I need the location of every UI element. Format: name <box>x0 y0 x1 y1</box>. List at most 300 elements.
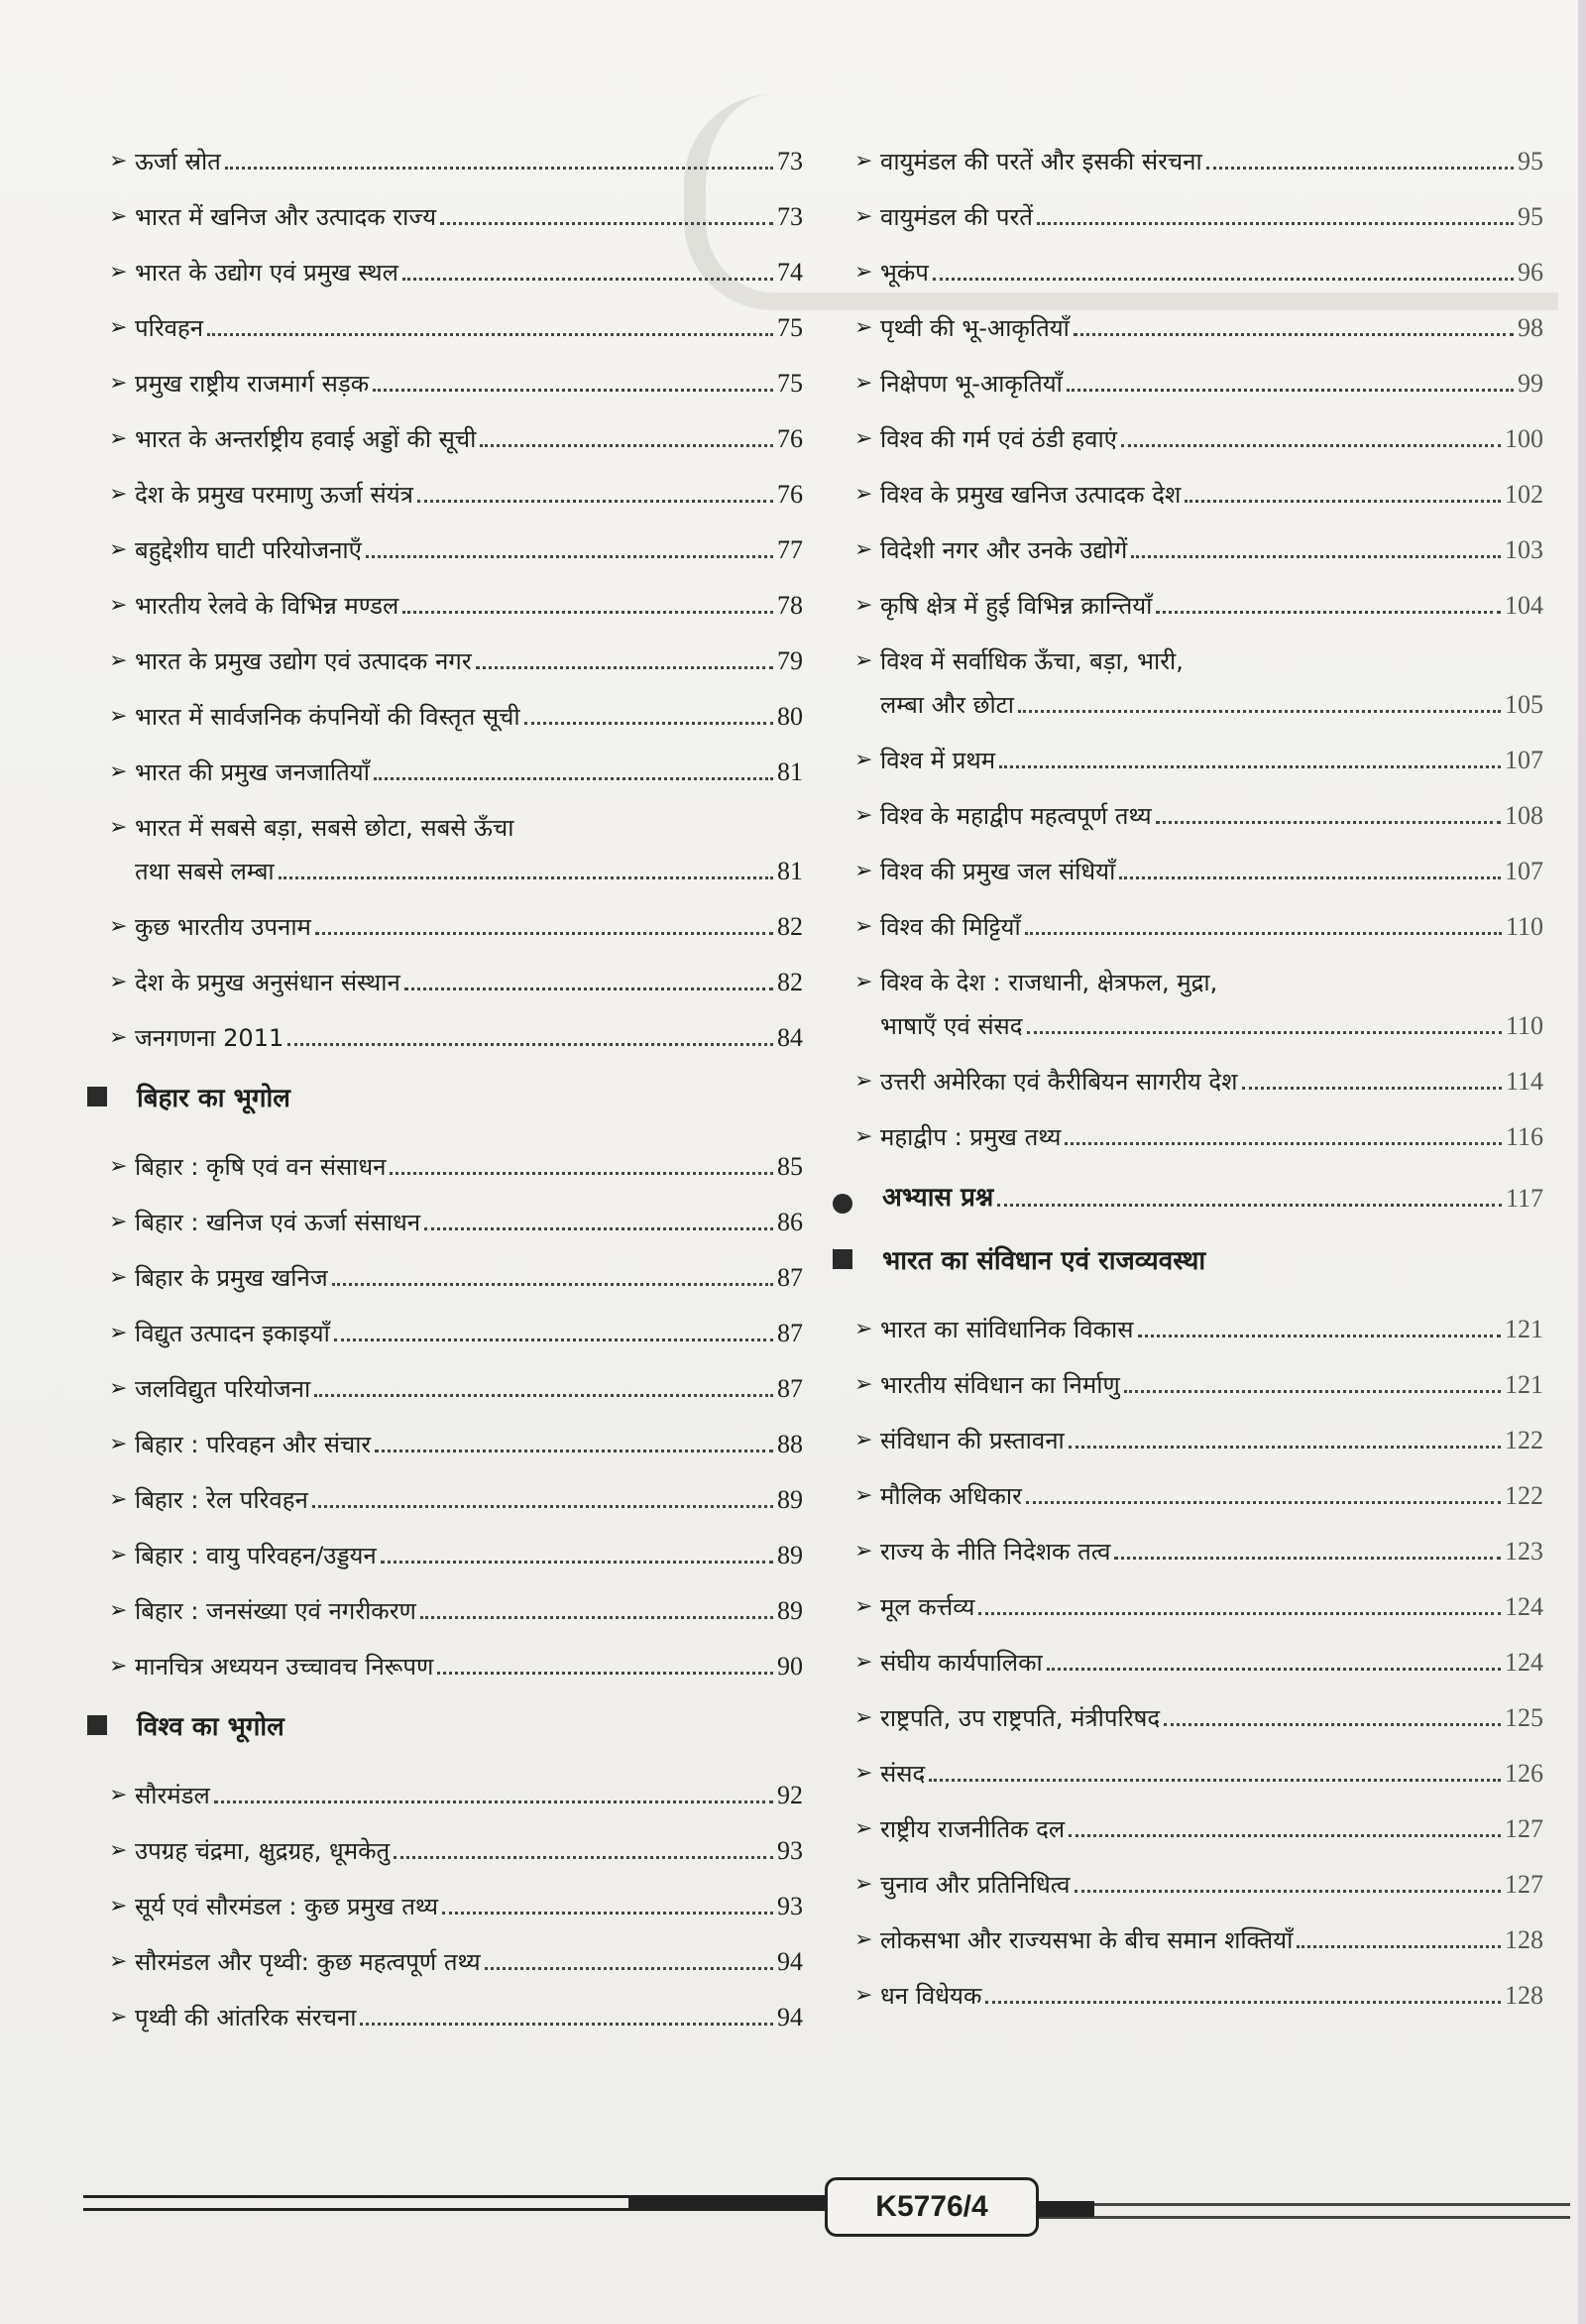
dot-leader <box>1124 1390 1501 1393</box>
section-practice-questions[interactable]: अभ्यास प्रश्न 117 <box>833 1178 1543 1214</box>
arrow-bullet-icon: ➢ <box>109 593 128 618</box>
entry-title: मौलिक अधिकार <box>880 1482 1022 1510</box>
toc-entry[interactable] <box>109 1596 803 1626</box>
page-number: 114 <box>1505 1067 1543 1096</box>
arrow-bullet-icon: ➢ <box>109 704 128 729</box>
square-bullet-icon <box>833 1249 852 1269</box>
dot-leader <box>1119 876 1501 879</box>
section-heading-constitution[interactable]: भारत का संविधान एवं राजव्यवस्था <box>833 1241 1543 1277</box>
page-number: 104 <box>1505 591 1543 620</box>
entry-title: बिहार : रेल परिवहन <box>135 1486 308 1514</box>
section-heading-bihar[interactable]: बिहार का भूगोल <box>87 1079 803 1114</box>
arrow-bullet-icon: ➢ <box>854 149 873 174</box>
entry-title: संघीय कार्यपालिका <box>880 1649 1043 1677</box>
toc-entry[interactable] <box>109 424 803 454</box>
entry-title: कुछ भारतीय उपनाम <box>135 913 311 941</box>
arrow-bullet-icon: ➢ <box>854 1372 873 1397</box>
arrow-bullet-icon: ➢ <box>109 537 128 562</box>
page-number: 84 <box>777 1023 803 1052</box>
page-number: 99 <box>1518 369 1543 398</box>
page-number: 79 <box>777 646 803 675</box>
arrow-bullet-icon: ➢ <box>854 315 873 340</box>
toc-entry[interactable] <box>109 535 803 565</box>
page-number: 89 <box>777 1596 803 1625</box>
page-number: 94 <box>777 2003 803 2032</box>
dot-leader <box>214 1801 773 1803</box>
arrow-bullet-icon: ➢ <box>109 1210 128 1234</box>
dot-leader <box>315 932 773 935</box>
toc-entry[interactable] <box>109 1485 803 1515</box>
page-number: 124 <box>1505 1648 1543 1677</box>
arrow-bullet-icon: ➢ <box>109 1265 128 1290</box>
page-number: 88 <box>777 1430 803 1458</box>
entry-title: विश्व के महाद्वीप महत्वपूर्ण तथ्य <box>880 802 1152 830</box>
page-number: 85 <box>777 1152 803 1181</box>
entry-title: प्रमुख राष्ट्रीय राजमार्ग सड़क <box>135 370 370 398</box>
toc-entry[interactable] <box>109 1541 803 1570</box>
toc-entry[interactable] <box>854 1870 1543 1900</box>
toc-entry[interactable] <box>854 258 1543 288</box>
square-bullet-icon <box>87 1087 107 1106</box>
arrow-bullet-icon: ➢ <box>109 914 128 939</box>
page-number: 110 <box>1505 912 1543 941</box>
page-number: 87 <box>777 1319 803 1347</box>
toc-entry[interactable] <box>109 968 803 997</box>
dot-leader <box>207 333 773 336</box>
arrow-bullet-icon: ➢ <box>109 1894 128 1918</box>
dot-leader <box>933 278 1514 281</box>
page-number: 94 <box>777 1947 803 1976</box>
entry-title: भूकंप <box>880 259 929 287</box>
arrow-bullet-icon: ➢ <box>854 1650 873 1675</box>
arrow-bullet-icon: ➢ <box>854 537 873 562</box>
toc-entry[interactable] <box>109 369 803 399</box>
entry-title: भारतीय रेलवे के विभिन्न मण्डल <box>135 592 399 620</box>
entry-title: संविधान की प्रस्तावना <box>880 1427 1065 1454</box>
page-number: 121 <box>1505 1315 1543 1343</box>
page-number: 81 <box>777 857 803 885</box>
dot-leader <box>1242 1087 1502 1090</box>
dot-leader <box>480 444 773 447</box>
entry-title: सूर्य एवं सौरमंडल : कुछ प्रमुख तथ्य <box>135 1893 439 1920</box>
toc-entry[interactable] <box>854 1067 1543 1097</box>
arrow-bullet-icon: ➢ <box>854 748 873 772</box>
toc-entry[interactable] <box>854 857 1543 886</box>
arrow-bullet-icon: ➢ <box>109 371 128 396</box>
dot-leader <box>1121 444 1501 447</box>
page-number: 89 <box>777 1485 803 1514</box>
arrow-bullet-icon: ➢ <box>854 593 873 618</box>
page-number: 127 <box>1505 1814 1543 1843</box>
page-number: 82 <box>777 968 803 996</box>
toc-entry[interactable] <box>854 1537 1543 1567</box>
page-number: 102 <box>1505 480 1543 509</box>
dot-leader <box>374 777 773 780</box>
dot-leader <box>332 1283 773 1286</box>
toc-entry[interactable] <box>854 1703 1543 1733</box>
page-number: 98 <box>1518 313 1543 342</box>
dot-leader <box>1037 222 1514 225</box>
toc-entry[interactable] <box>109 1430 803 1459</box>
arrow-bullet-icon: ➢ <box>854 1317 873 1341</box>
page-number: 87 <box>777 1263 803 1292</box>
page-number: 122 <box>1505 1481 1543 1510</box>
dot-leader <box>1065 1142 1502 1145</box>
entry-title: राष्ट्रीय राजनीतिक दल <box>880 1815 1066 1843</box>
toc-entry[interactable] <box>854 591 1543 621</box>
arrow-bullet-icon: ➢ <box>109 648 128 673</box>
dot-leader <box>1156 611 1501 614</box>
page-number: 127 <box>1505 1870 1543 1899</box>
toc-entry[interactable]: ➢ विश्व के देश : राजधानी, क्षेत्रफल, मुद्रा, भाषाएँ एवं संसद 110 <box>854 969 1543 1040</box>
page-number: 93 <box>777 1892 803 1920</box>
toc-entry[interactable] <box>854 1648 1543 1678</box>
entry-title: बिहार : जनसंख्या एवं नगरीकरण <box>135 1597 416 1625</box>
arrow-bullet-icon: ➢ <box>109 1321 128 1345</box>
entry-title: चुनाव और प्रतिनिधित्व <box>880 1871 1071 1899</box>
page-number: 95 <box>1518 202 1543 231</box>
dot-leader <box>1069 1446 1501 1449</box>
arrow-bullet-icon: ➢ <box>854 1594 873 1619</box>
entry-title: पृथ्वी की भू-आकृतियाँ <box>880 314 1070 342</box>
page-number: 128 <box>1505 1925 1543 1954</box>
toc-entry[interactable] <box>109 757 803 787</box>
toc-entry[interactable] <box>109 1781 803 1810</box>
entry-title: वायुमंडल की परतें <box>880 203 1033 231</box>
page-number: 107 <box>1505 857 1543 885</box>
arrow-bullet-icon: ➢ <box>109 149 128 174</box>
toc-entry[interactable]: ➢ भारत में सबसे बड़ा, सबसे छोटा, सबसे ऊँचा तथा सबसे लम्बा 81 <box>109 814 803 885</box>
arrow-bullet-icon: ➢ <box>854 648 873 673</box>
entry-title: महाद्वीप : प्रमुख तथ्य <box>880 1123 1062 1151</box>
dot-leader <box>420 1616 773 1619</box>
entry-title: बिहार : वायु परिवहन/उड्डयन <box>135 1542 377 1569</box>
arrow-bullet-icon: ➢ <box>109 2005 128 2030</box>
left-column <box>109 147 803 2058</box>
entry-title: संसद <box>880 1760 926 1788</box>
arrow-bullet-icon: ➢ <box>109 815 128 840</box>
toc-entry[interactable] <box>854 1122 1543 1152</box>
entry-title: जलविद्युत परियोजना <box>135 1375 311 1403</box>
arrow-bullet-icon: ➢ <box>854 914 873 939</box>
dot-leader <box>381 1561 773 1564</box>
entry-title: भारत में खनिज और उत्पादक राज्य <box>135 203 437 231</box>
page-number: 125 <box>1505 1703 1543 1732</box>
dot-leader <box>225 167 773 170</box>
dot-leader <box>1164 1723 1501 1726</box>
dot-leader <box>417 500 773 503</box>
toc-entry[interactable] <box>854 202 1543 232</box>
page-number: 105 <box>1505 690 1543 719</box>
dot-leader <box>314 1394 773 1397</box>
right-column <box>854 147 1543 2036</box>
page-number: 110 <box>1505 1011 1543 1040</box>
page-number: 108 <box>1505 801 1543 830</box>
dot-leader <box>1156 821 1501 824</box>
dot-leader <box>1206 167 1514 170</box>
arrow-bullet-icon: ➢ <box>109 1598 128 1623</box>
toc-entry[interactable] <box>854 1315 1543 1344</box>
entry-title: उत्तरी अमेरिका एवं कैरीबियन सागरीय देश <box>880 1068 1238 1096</box>
entry-title: देश के प्रमुख अनुसंधान संस्थान <box>135 969 400 996</box>
entry-title: भारत के उद्योग एवं प्रमुख स्थल <box>135 259 398 287</box>
entry-title: बिहार : परिवहन और संचार <box>135 1431 372 1458</box>
entry-title: विश्व की मिट्टियाँ <box>880 913 1021 941</box>
toc-entry[interactable] <box>854 1759 1543 1789</box>
arrow-bullet-icon: ➢ <box>854 426 873 451</box>
entry-title: देश के प्रमुख परमाणु ऊर्जा संयंत्र <box>135 481 413 509</box>
dot-leader <box>373 389 773 392</box>
page-number: 82 <box>777 912 803 941</box>
arrow-bullet-icon: ➢ <box>109 970 128 994</box>
dot-leader <box>1185 500 1501 503</box>
arrow-bullet-icon: ➢ <box>109 759 128 784</box>
page-number: 122 <box>1505 1426 1543 1454</box>
entry-title: भारतीय संविधान का निर्माणु <box>880 1371 1120 1399</box>
dot-leader <box>440 222 773 225</box>
page-number: 77 <box>777 535 803 564</box>
arrow-bullet-icon: ➢ <box>109 1783 128 1807</box>
entry-title: जनगणना 2011 <box>135 1024 284 1052</box>
toc-entry[interactable] <box>109 1263 803 1293</box>
arrow-bullet-icon: ➢ <box>854 1761 873 1786</box>
arrow-bullet-icon: ➢ <box>109 204 128 229</box>
arrow-bullet-icon: ➢ <box>109 1154 128 1179</box>
page-number: 96 <box>1518 258 1543 287</box>
toc-entry[interactable] <box>854 801 1543 831</box>
toc-entry[interactable] <box>854 1814 1543 1844</box>
arrow-bullet-icon: ➢ <box>854 1816 873 1841</box>
toc-entry[interactable] <box>109 1374 803 1404</box>
dot-leader <box>985 2001 1501 2004</box>
entry-title: परिवहन <box>135 314 204 342</box>
page-number: 90 <box>777 1652 803 1681</box>
page-number: 80 <box>777 702 803 731</box>
arrow-bullet-icon: ➢ <box>854 260 873 285</box>
entry-title: राष्ट्रपति, उप राष्ट्रपति, मंत्रीपरिषद <box>880 1704 1161 1732</box>
dot-leader <box>1138 1335 1502 1337</box>
arrow-bullet-icon: ➢ <box>854 1428 873 1452</box>
dot-leader <box>312 1505 773 1508</box>
dot-leader <box>424 1227 773 1230</box>
page-number: 73 <box>777 202 803 231</box>
dot-leader <box>437 1672 773 1675</box>
dot-leader <box>1114 1557 1501 1560</box>
circle-bullet-icon <box>833 1194 852 1214</box>
toc-entry[interactable] <box>109 147 803 176</box>
toc-entry[interactable] <box>109 1208 803 1237</box>
page-number: 86 <box>777 1208 803 1236</box>
entry-title: मानचित्र अध्ययन उच्चावच निरूपण <box>135 1653 434 1681</box>
dot-leader <box>394 1856 773 1859</box>
toc-entry[interactable] <box>854 480 1543 510</box>
entry-title: भारत का सांविधानिक विकास <box>880 1316 1134 1343</box>
toc-entry[interactable] <box>109 202 803 232</box>
page-number: 121 <box>1505 1370 1543 1399</box>
toc-entry[interactable] <box>854 1981 1543 2011</box>
toc-entry[interactable]: ➢ विश्व में सर्वाधिक ऊँचा, बड़ा, भारी, लम्बा और छोटा 105 <box>854 647 1543 719</box>
arrow-bullet-icon: ➢ <box>109 260 128 285</box>
entry-title: विश्व की प्रमुख जल संधियाँ <box>880 858 1116 885</box>
arrow-bullet-icon: ➢ <box>854 482 873 507</box>
dot-leader <box>1074 333 1514 336</box>
dot-leader <box>524 722 773 725</box>
page-number: 89 <box>777 1541 803 1569</box>
arrow-bullet-icon: ➢ <box>854 1483 873 1508</box>
toc-entry[interactable] <box>109 313 803 343</box>
arrow-bullet-icon: ➢ <box>854 1705 873 1730</box>
toc-entry[interactable] <box>109 2003 803 2033</box>
dot-leader <box>1297 1945 1501 1948</box>
book-code-badge: K5776/4 <box>825 2177 1039 2237</box>
toc-entry[interactable] <box>109 1892 803 1921</box>
dot-leader <box>1075 1890 1501 1893</box>
page-number: 128 <box>1505 1981 1543 2010</box>
arrow-bullet-icon: ➢ <box>109 1025 128 1050</box>
page-edge <box>1578 0 1586 2324</box>
page-number: 76 <box>777 424 803 453</box>
toc-entry[interactable] <box>854 1925 1543 1955</box>
dot-leader <box>1026 1501 1501 1504</box>
dot-leader <box>1067 389 1514 392</box>
entry-title: भारत की प्रमुख जनजातियाँ <box>135 758 370 786</box>
dot-leader <box>929 1779 1501 1782</box>
arrow-bullet-icon: ➢ <box>109 1949 128 1974</box>
entry-title: भारत में सार्वजनिक कंपनियों की विस्तृत सूची <box>135 703 520 731</box>
page-number: 117 <box>1505 1184 1543 1213</box>
arrow-bullet-icon: ➢ <box>109 482 128 507</box>
arrow-bullet-icon: ➢ <box>109 1432 128 1456</box>
toc-entry[interactable] <box>109 912 803 942</box>
dot-leader <box>476 666 773 669</box>
entry-title: विदेशी नगर और उनके उद्योगें <box>880 536 1128 564</box>
dot-leader <box>999 765 1501 768</box>
section-heading-world[interactable]: विश्व का भूगोल <box>87 1707 803 1743</box>
toc-entry[interactable] <box>854 1481 1543 1511</box>
entry-title: उपग्रह चंद्रमा, क्षुद्रग्रह, धूमकेतु <box>135 1837 391 1865</box>
dot-leader <box>485 1967 773 1970</box>
toc-entry[interactable] <box>109 258 803 288</box>
toc-entry[interactable] <box>109 1652 803 1682</box>
entry-title: मूल कर्त्तव्य <box>880 1593 975 1621</box>
toc-entry[interactable] <box>109 646 803 676</box>
dot-leader <box>1025 932 1502 935</box>
dot-leader <box>1047 1668 1501 1671</box>
toc-entry[interactable] <box>109 1836 803 1866</box>
entry-title: ऊर्जा स्रोत <box>135 148 221 175</box>
entry-title: सौरमंडल <box>135 1782 210 1809</box>
toc-entry[interactable] <box>109 591 803 621</box>
arrow-bullet-icon: ➢ <box>854 803 873 828</box>
entry-title: कृषि क्षेत्र में हुई विभिन्न क्रान्तियाँ <box>880 592 1153 620</box>
dot-leader <box>442 1912 773 1915</box>
toc-entry[interactable] <box>109 1319 803 1348</box>
entry-title: विश्व के प्रमुख खनिज उत्पादक देश <box>880 481 1182 509</box>
toc-entry[interactable] <box>854 313 1543 343</box>
dot-leader <box>978 1612 1501 1615</box>
entry-title: लोकसभा और राज्यसभा के बीच समान शक्तियाँ <box>880 1926 1294 1954</box>
page-number: 123 <box>1505 1537 1543 1566</box>
dot-leader <box>402 611 773 614</box>
page-number: 76 <box>777 480 803 509</box>
page-number: 81 <box>777 757 803 786</box>
entry-title: सौरमंडल और पृथ्वी: कुछ महत्वपूर्ण तथ्य <box>135 1948 481 1976</box>
toc-entry[interactable] <box>854 535 1543 565</box>
page-number: 107 <box>1505 746 1543 774</box>
page-number: 100 <box>1505 424 1543 453</box>
entry-title: भारत के अन्तर्राष्ट्रीय हवाई अड्डों की सूची <box>135 425 477 453</box>
toc-entry[interactable] <box>109 702 803 732</box>
entry-title: धन विधेयक <box>880 1982 982 2010</box>
entry-title: निक्षेपण भू-आकृतियाँ <box>880 370 1063 398</box>
arrow-bullet-icon: ➢ <box>854 970 873 994</box>
entry-title: विश्व में प्रथम <box>880 747 996 774</box>
arrow-bullet-icon: ➢ <box>854 1872 873 1897</box>
dot-leader <box>366 555 773 558</box>
arrow-bullet-icon: ➢ <box>854 1069 873 1094</box>
arrow-bullet-icon: ➢ <box>854 1927 873 1952</box>
toc-entry[interactable] <box>854 746 1543 775</box>
page-number: 116 <box>1505 1122 1543 1151</box>
toc-entry[interactable] <box>109 1947 803 1977</box>
toc-entry[interactable] <box>854 1592 1543 1622</box>
dot-leader <box>334 1338 773 1341</box>
toc-entry[interactable] <box>854 424 1543 454</box>
page-footer <box>83 2177 1570 2237</box>
entry-title: बिहार के प्रमुख खनिज <box>135 1264 328 1292</box>
arrow-bullet-icon: ➢ <box>854 371 873 396</box>
arrow-bullet-icon: ➢ <box>109 1838 128 1863</box>
toc-entry[interactable] <box>854 147 1543 176</box>
page-number: 93 <box>777 1836 803 1865</box>
dot-leader <box>1069 1834 1501 1837</box>
toc-entry[interactable] <box>109 1023 803 1053</box>
dot-leader <box>402 278 773 281</box>
dot-leader <box>1131 555 1501 558</box>
arrow-bullet-icon: ➢ <box>109 1654 128 1679</box>
page-number: 78 <box>777 591 803 620</box>
arrow-bullet-icon: ➢ <box>109 315 128 340</box>
toc-entry[interactable] <box>854 369 1543 399</box>
entry-title: बहुद्देशीय घाटी परियोजनाएँ <box>135 536 362 564</box>
entry-title: वायुमंडल की परतें और इसकी संरचना <box>880 148 1202 175</box>
arrow-bullet-icon: ➢ <box>854 1124 873 1149</box>
arrow-bullet-icon: ➢ <box>854 1539 873 1564</box>
arrow-bullet-icon: ➢ <box>854 1983 873 2008</box>
entry-title: भारत के प्रमुख उद्योग एवं उत्पादक नगर <box>135 647 472 675</box>
page-number: 124 <box>1505 1592 1543 1621</box>
page-number: 126 <box>1505 1759 1543 1788</box>
arrow-bullet-icon: ➢ <box>109 1376 128 1401</box>
toc-entry[interactable] <box>109 480 803 510</box>
dot-leader <box>390 1172 773 1175</box>
page-number: 92 <box>777 1781 803 1809</box>
entry-title: पृथ्वी की आंतरिक संरचना <box>135 2004 357 2032</box>
entry-title: बिहार : खनिज एवं ऊर्जा संसाधन <box>135 1209 421 1236</box>
arrow-bullet-icon: ➢ <box>109 1487 128 1512</box>
toc-entry[interactable] <box>854 1426 1543 1455</box>
arrow-bullet-icon: ➢ <box>109 426 128 451</box>
arrow-bullet-icon: ➢ <box>109 1543 128 1568</box>
toc-entry[interactable] <box>854 1370 1543 1400</box>
toc-entry[interactable] <box>854 912 1543 942</box>
arrow-bullet-icon: ➢ <box>854 859 873 883</box>
page-number: 95 <box>1518 147 1543 175</box>
toc-entry[interactable] <box>109 1152 803 1182</box>
dot-leader <box>404 988 773 990</box>
entry-title: राज्य के नीति निदेशक तत्व <box>880 1538 1111 1566</box>
page-number: 75 <box>777 313 803 342</box>
